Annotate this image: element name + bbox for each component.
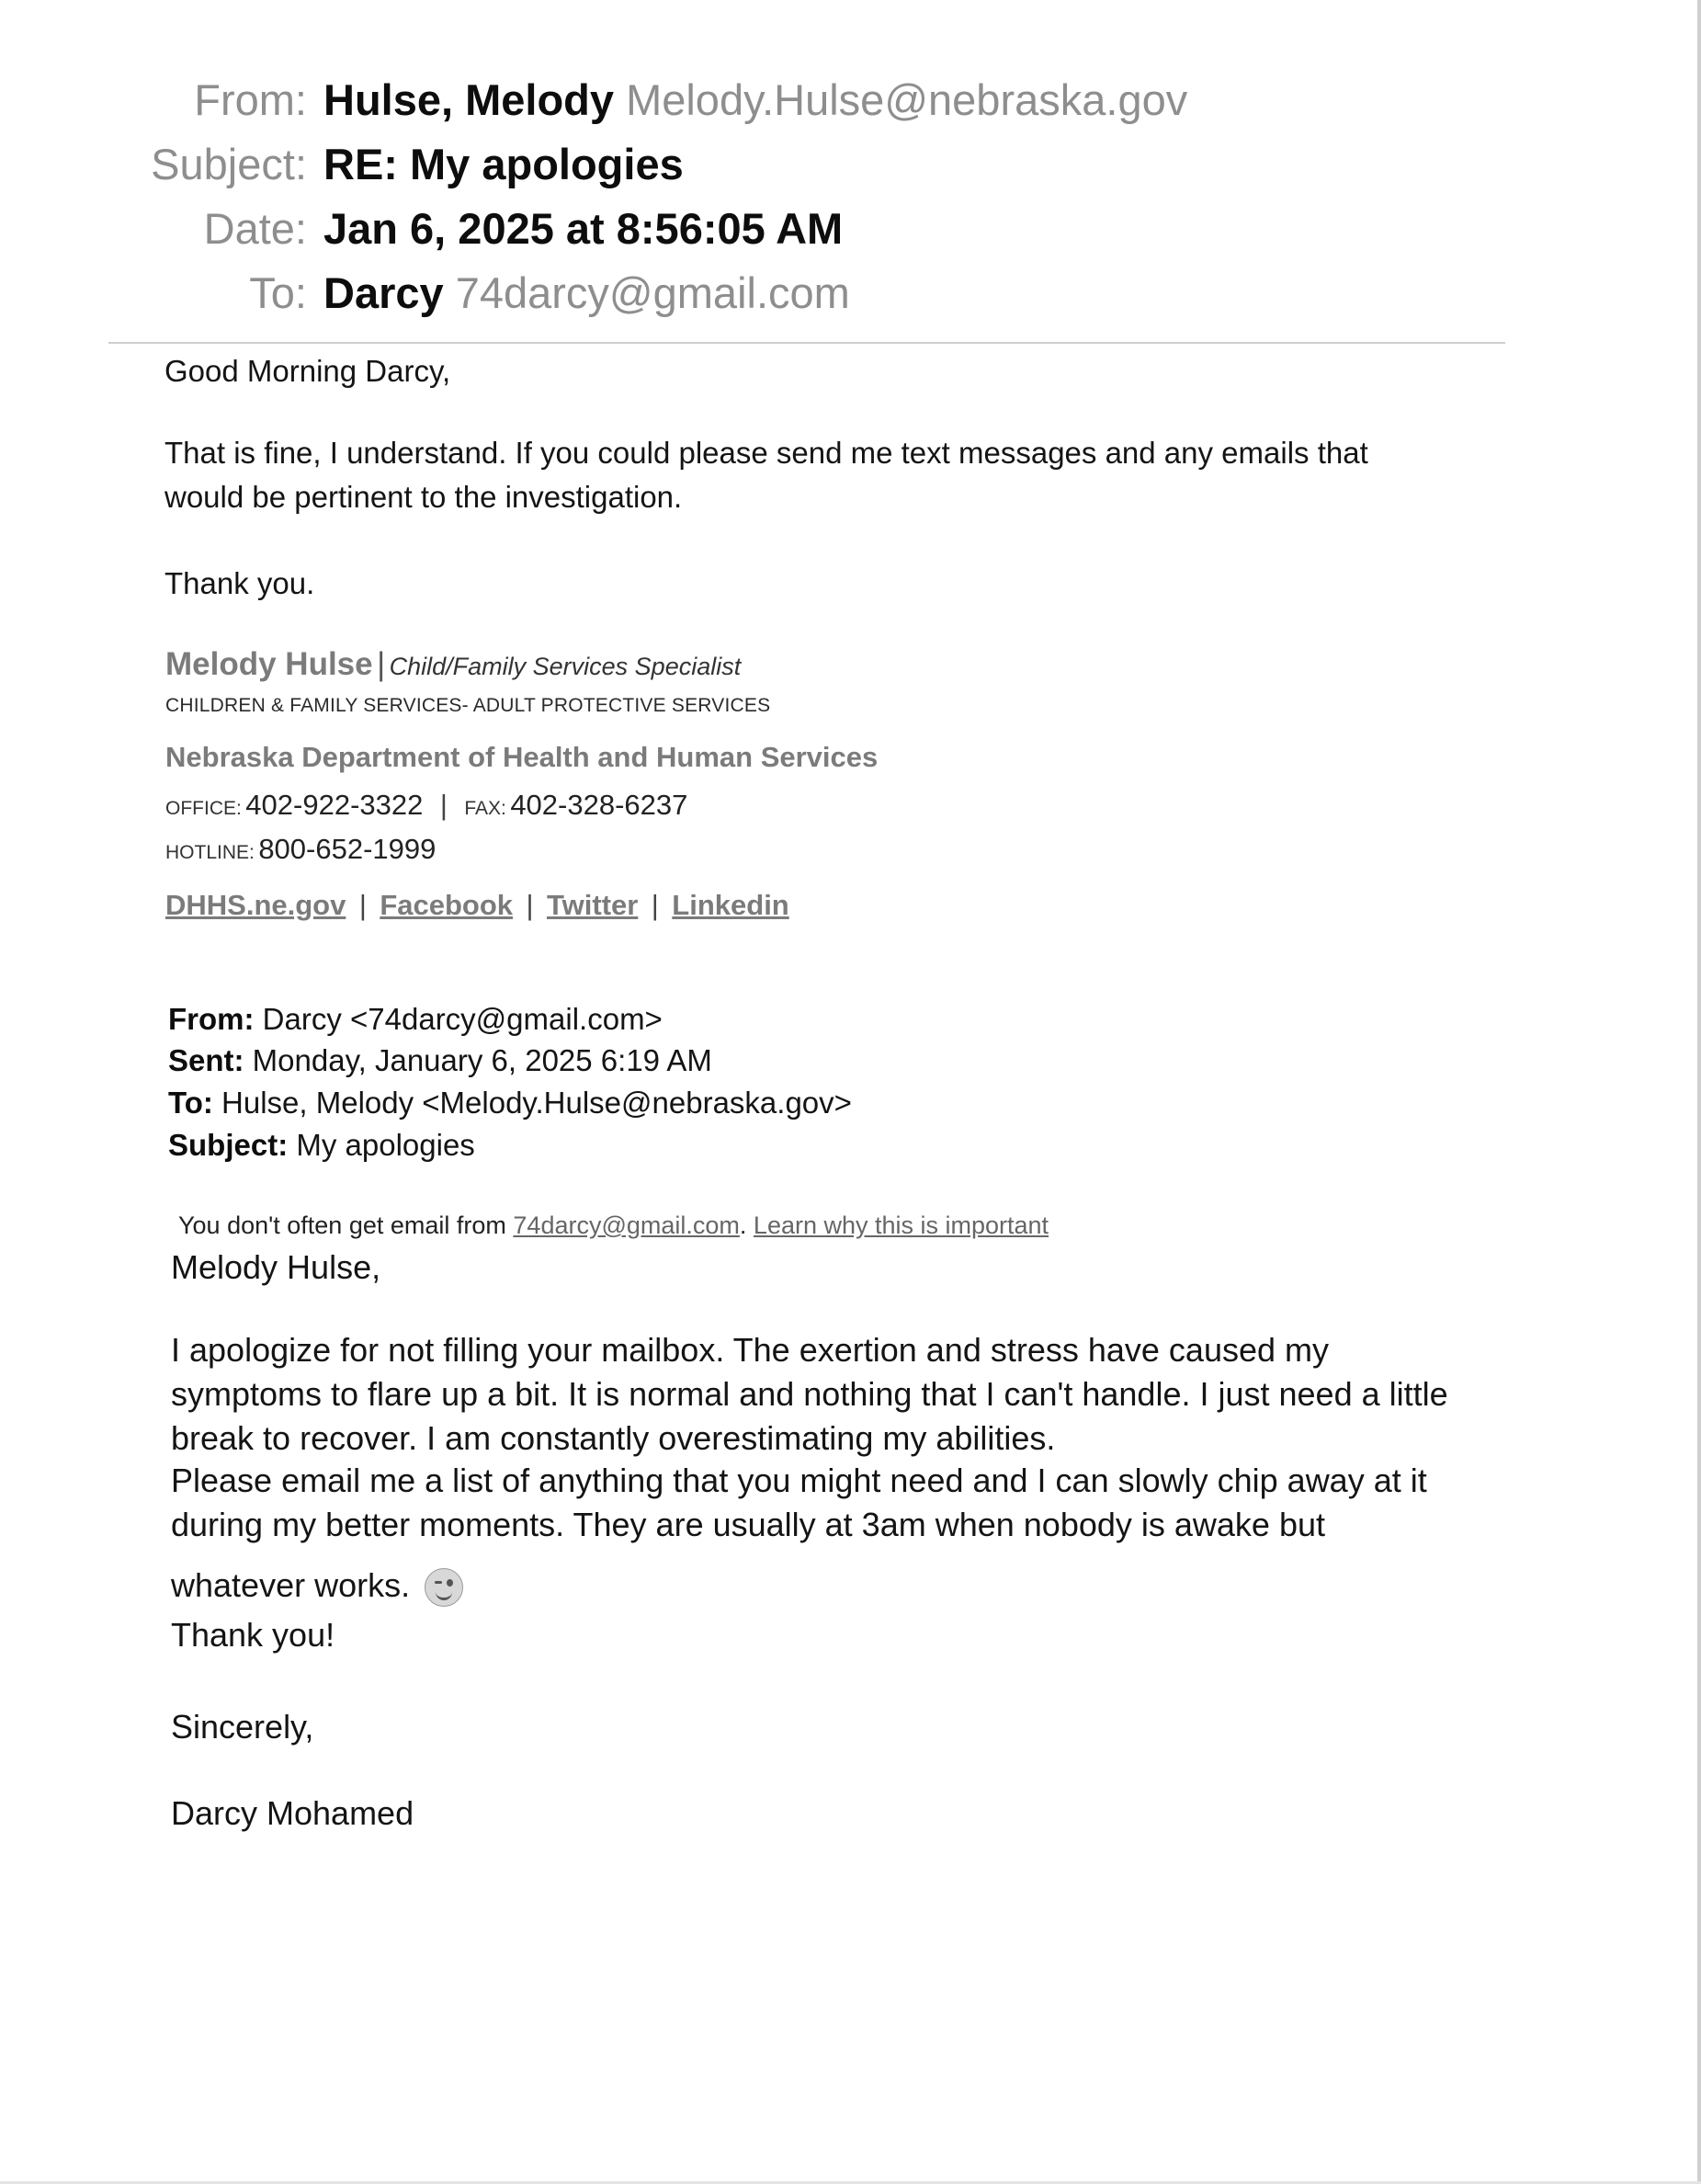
signature-hotline — [165, 833, 436, 866]
reply-line: would be pertinent to the investigation. — [164, 480, 683, 514]
phone-separator: | — [439, 789, 448, 821]
signature-links — [165, 889, 789, 922]
body-line: symptoms to flare up a bit. It is normal and nothing that I can't handle. I just need a little — [171, 1375, 1448, 1413]
hotline-phone: 800-652-1999 — [258, 833, 437, 865]
original-from-value: Darcy <74darcy@gmail.com> — [262, 1002, 663, 1036]
signature-header — [165, 646, 741, 683]
body-line: during my better moments. They are usually at 3am when nobody is awake but — [171, 1506, 1325, 1543]
sender-name: Hulse, Melody — [323, 75, 615, 124]
signature-title: Child/Family Services Specialist — [389, 653, 742, 680]
reply-closing: Thank you. — [164, 566, 315, 600]
link-dhhs[interactable]: DHHS.ne.gov — [165, 889, 346, 921]
fax-label: FAX: — [464, 798, 506, 819]
subject-value: RE: My apologies — [323, 140, 684, 188]
from-label: From: — [194, 75, 307, 124]
body-line: I apologize for not filling your mailbox. The exertion and stress have caused my — [171, 1331, 1329, 1369]
original-from — [168, 1002, 663, 1037]
warning-email-link[interactable]: 74darcy@gmail.com — [513, 1211, 740, 1239]
original-signature: Darcy Mohamed — [171, 1794, 414, 1832]
original-subject-value: My apologies — [296, 1128, 475, 1162]
original-subject-label: Subject: — [168, 1128, 289, 1162]
link-separator: | — [358, 889, 367, 921]
link-separator: | — [526, 889, 534, 921]
page-edge — [1697, 0, 1701, 2184]
recipient-name: Darcy — [323, 268, 444, 317]
original-sent — [168, 1043, 712, 1078]
header-subject-row — [0, 134, 1562, 195]
link-twitter[interactable]: Twitter — [547, 889, 639, 921]
external-sender-warning: You don't often get email from 74darcy@gmail.com. Learn why this is important — [178, 1211, 1049, 1239]
reply-line: That is fine, I understand. If you could please send me text messages and any emails that — [164, 436, 1368, 470]
learn-why-link[interactable]: Learn why this is important — [753, 1211, 1049, 1239]
to-label: To: — [249, 268, 307, 317]
date-value: Jan 6, 2025 at 8:56:05 AM — [323, 204, 844, 253]
original-greeting: Melody Hulse, — [171, 1248, 381, 1286]
header-from-row — [0, 70, 1562, 131]
link-linkedin[interactable]: Linkedin — [672, 889, 789, 921]
reply-greeting: Good Morning Darcy, — [164, 354, 451, 388]
fax-phone: 402-328-6237 — [510, 789, 688, 821]
hotline-label: HOTLINE: — [165, 842, 255, 863]
subject-label: Subject: — [151, 140, 307, 188]
original-from-label: From: — [168, 1002, 255, 1036]
office-label: OFFICE: — [165, 798, 242, 819]
original-subject — [168, 1128, 475, 1163]
link-separator: | — [651, 889, 659, 921]
original-to-value: Hulse, Melody <Melody.Hulse@nebraska.gov> — [221, 1086, 852, 1120]
date-label: Date: — [203, 204, 307, 253]
office-phone: 402-922-3322 — [245, 789, 424, 821]
original-thanks: Thank you! — [171, 1616, 335, 1654]
header-date-row — [0, 199, 1562, 259]
signature-name: Melody Hulse — [165, 646, 373, 682]
recipient-email[interactable]: 74darcy@gmail.com — [455, 268, 850, 317]
sender-email[interactable]: Melody.Hulse@nebraska.gov — [626, 75, 1188, 124]
body-line: whatever works. — [171, 1566, 411, 1604]
header-to-row — [0, 263, 1562, 324]
original-sign-off: Sincerely, — [171, 1708, 314, 1746]
original-sent-label: Sent: — [168, 1043, 244, 1077]
body-line: break to recover. I am constantly overestimating my abilities. — [171, 1419, 1056, 1457]
winking-face-icon — [425, 1568, 463, 1607]
original-to — [168, 1086, 852, 1120]
original-sent-value: Monday, January 6, 2025 6:19 AM — [252, 1043, 712, 1077]
signature-organization: Nebraska Department of Health and Human Services — [165, 741, 879, 773]
original-to-label: To: — [168, 1086, 213, 1120]
warning-text: You don't often get email from — [178, 1211, 506, 1239]
signature-department: CHILDREN & FAMILY SERVICES- ADULT PROTECTIVE SERVICES — [165, 695, 771, 716]
header-divider — [108, 342, 1505, 344]
signature-divider: | — [377, 646, 386, 682]
link-facebook[interactable]: Facebook — [380, 889, 514, 921]
signature-phones — [165, 789, 687, 822]
body-line-with-emoji — [171, 1566, 463, 1607]
body-line: Please email me a list of anything that you might need and I can slowly chip away at it — [171, 1462, 1427, 1499]
